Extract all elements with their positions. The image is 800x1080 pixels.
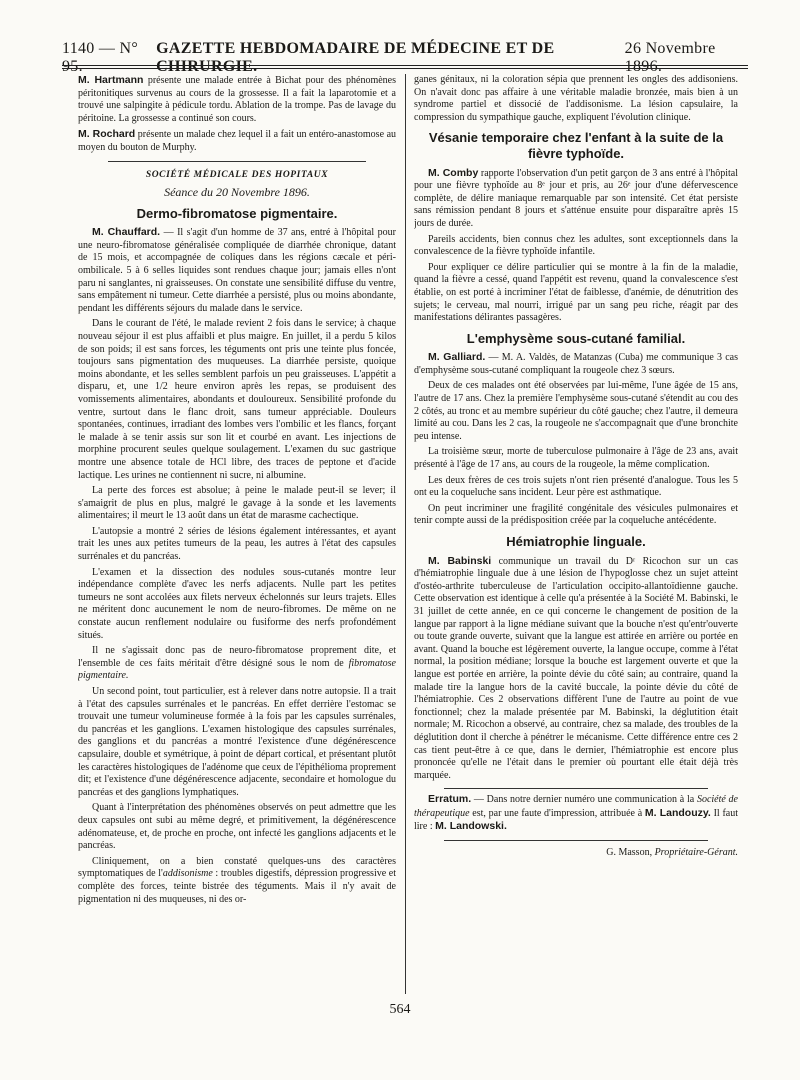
- paragraph: Pour expliquer ce délire particulier qui se montre à la fin de la maladie, quand la fièvre a cessé, quand l'appétit est revenu, quand la convalescence s'est établie, on est porté à incriminer l'état de faiblesse, d'anémie, de dénutrition des sujets; le cerveau, mal nourri, irrigué par un sang peu riche, réagit par des manifestations délirantes passagères.: [414, 261, 738, 324]
- emphasis: addisonisme: [162, 868, 213, 880]
- paragraph-text: présente un malade chez lequel il a fait un entéro-anastomose au moyen du bouton de Murphy.: [78, 129, 396, 153]
- paragraph: Deux de ces malades ont été observées par lui-même, l'une âgée de 15 ans, l'autre de 17 ans. Chez la première l'emphysème sous-cutané s'étendit au cou des 2 côtés, au tronc et au membre supérieur du côté gauche; chez l'autre, il demeura limité au cou. Dans les 2 cas, la rougeole ne s'accompagnait que d'une bronchite peu intense.: [414, 380, 738, 442]
- speaker-name: M. Chauffard.: [92, 226, 161, 239]
- paragraph-text: est, par une faute d'impression, attribuée à: [469, 807, 645, 819]
- paragraph: [78, 74, 396, 125]
- paragraph: ganes génitaux, ni la coloration sépia que prennent les ongles des addisoniens. On n'avait donc pas affaire à une véritable maladie bronzée, mais bien à un syndrome partiel et dissocié de l'addisonisme. La lésion capsulaire, la compression du sympathique gauche, expliquent l'évolution clinique.: [414, 74, 738, 123]
- journal-title: GAZETTE HEBDOMADAIRE DE MÉDECINE ET DE CHIRURGIE.: [156, 40, 555, 75]
- section-heading: L'emphysème sous-cutané familial.: [466, 330, 686, 346]
- speaker-name: M. Comby: [428, 166, 479, 179]
- signature: [414, 847, 738, 860]
- paragraph: L'autopsie a montré 2 séries de lésions également intéressantes, et ayant trait les unes aux petites tumeurs de la peau, les autres à l'état des capsules surrénales et du pancréas.: [78, 525, 396, 563]
- right-column: [414, 74, 738, 994]
- signature-name: G. Masson,: [606, 847, 653, 859]
- speaker-name: M. Hartmann: [78, 74, 144, 86]
- emphasis: fibromatose pigmentaire.: [78, 657, 396, 682]
- session-date: Séance du 20 Novembre 1896.: [164, 184, 310, 199]
- paragraph: Les deux frères de ces trois sujets n'ont rien présenté d'analogue. Tous les 5 ont eu la coqueluche sans incident. Leur père est asthmatique.: [414, 474, 738, 499]
- speaker-name: M. Landouzy.: [644, 806, 711, 819]
- erratum: [414, 793, 738, 834]
- paragraph: La perte des forces est absolue; à peine le malade peut-il se lever; il s'amaigrit de plus en plus, malgré le gavage à la sonde et les lavements alimentaires; il meurt le 13 août dans un état de marasme cachectique.: [78, 485, 396, 522]
- paragraph: La troisième sœur, morte de tuberculose pulmonaire à l'âge de 23 ans, avait présenté à l'âge de 17 ans, au cours de la rougeole, la même complication.: [414, 446, 738, 471]
- paragraph-text: Il ne s'agissait donc pas de neuro-fibromatose proprement dite, et l'ensemble de ces faits méritait d'être désigné sous le nom de: [78, 645, 396, 669]
- header-rule-thin: [62, 68, 748, 69]
- column-rule: [405, 74, 406, 994]
- section-heading: Vésanie temporaire chez l'enfant à la suite de la fièvre typhoïde.: [428, 130, 724, 161]
- paragraph-text: : troubles digestifs, dépression progressive et complète des forces, teinte bistrée des téguments. Mais il n'y avait de pigmentation ni des muqueuses, ni des or-: [78, 868, 396, 905]
- paragraph-text: rapporte l'observation d'un petit garçon de 3 ans entré à l'hôpital pour une fièvre typhoïde au 8ᵉ jour et pris, au 26ᵉ jour d'une défervescence complète, de délire maniaque remarquable par son intensité. Cet état persiste sans rémission pendant 8 jours et s'atténue ensuite pour disparaître après 15 jours de durée.: [414, 167, 738, 229]
- paragraph-text: communique un travail du Dʳ Ricochon sur un cas d'hémiatrophie linguale due à une lésion de l'hypoglosse chez un sujet atteint d'ostéo-arthrite tuberculeuse de l'articulation occipito-allantoïdienne gauche. Cette observation est identique à celle qu'a présentée à la Société M. Babinski, le 31 juillet de cette année, en ce qui concerne le changement de position de la langue par rapport à la ligne médiane suivant que la bouche n'est qu'entr'ouverte ou toute grande ouverte, suivant que la langue est attirée en arrière ou portée en avant. Quand la bouche est légèrement ouverte, la langue occupe, comme à l'état normal, la position médiane; lorsque la bouche est largement ouverte et que la langue est portée en arrière, la pointe dévie du côté sain; au contraire, quand la malade tire la langue hors de la cavité buccale, la pointe dévie du côté de l'hémiatrophie. Ces 2 observations diffèrent l'une de l'autre au point de vue fonctionnel; chez la malade présentée par M. Babinski, la déglutition était normale; M. Ricochon a observé, au contraire, chez sa malade, des troubles de la déglutition dont il cherche à pénétrer le mécanisme. Cette différence entre ces 2 cas tient peut-être à ce que, dans le dernier, l'hémiatrophie est encore plus prononcée qu'elle ne l'était dans le premier où pourtant elle était déjà très marquée.: [414, 555, 738, 781]
- speaker-name: M. Galliard.: [428, 351, 486, 364]
- paragraph-text: — Il s'agit d'un homme de 37 ans, entré à l'hôpital pour une neuro-fibromatose généralisée compliquée de diarrhée chronique, datant de 15 mois, et accompagnée de coliques dans les régions cæcale et péri-ombilicale. 5 à 6 selles liquides sont rendues chaque jour; jamais elles n'ont paru ni sanglantes, ni graisseuses. On constate une sensibilité diffuse du ventre, sans empâtement ni tumeur. Cette diarrhée a persisté, plus ou moins abondante, pendant les différents séjours du malade dans le service.: [78, 227, 396, 314]
- header-date: 26 Novembre 1896.: [624, 40, 716, 75]
- paragraph: [414, 351, 738, 377]
- paragraph-text: — Dans notre dernier numéro une communication à la: [471, 794, 697, 806]
- page-number: 564: [389, 1002, 411, 1017]
- paragraph: [414, 167, 738, 231]
- paragraph: Dans le courant de l'été, le malade revient 2 fois dans le service; à chaque nouveau séjour il est plus affaibli et plus maigre. En juillet, il a perdu 5 kilos de son poids; il est sans forces, les téguments ont pris une teinte plus foncée, toujours sans pigmentation des muqueuses. La diarrhée persiste, quoique moins abondante, et les selles semblent parfois un peu graisseuses. L'appétit a disparu, et, une 1/2 heure environ après les repas, se produisent des vomissements alimentaires, abondants et douloureux. Sensibilité profonde du ventre, surtout dans le flanc droit, sans tumeur appréciable. Douleurs spontanées, continues, irradiant des lombes vers l'ombilic et les flancs, forçant le malade à se tenir assis sur son lit et courbé en avant. Les injections de morphine procurent seules quelque soulagement. L'examen du suc gastrique montre une absence totale de HCl libre, des traces de peptone et d'acide lactique. Les urines ne contiennent ni sucre, ni albumine.: [78, 318, 396, 481]
- society-heading: SOCIÉTÉ MÉDICALE DES HOPITAUX: [145, 169, 329, 180]
- paragraph: Un second point, tout particulier, est à relever dans notre autopsie. Il a trait à l'état des capsules surrénales et le pancréas. En effet derrière l'estomac se trouvait une tumeur volumineuse formée à la fois par les capsules surrénales, du pancréas et les ganglions. L'examen histologique des capsules surrénales, des ganglions et du pancréas a montré l'existence d'une dégénérescence capsulaire, double et symétrique, à point de départ cortical, et présentant plutôt les caractères histologiques de l'adénome que ceux de l'épithélioma proprement dit; et l'existence d'une dégénérescence adjacente, secondaire et homologue du pancréas et des ganglions lymphatiques.: [78, 686, 396, 798]
- section-divider: [108, 161, 366, 162]
- paragraph: Quant à l'interprétation des phénomènes observés on peut admettre que les deux capsules ont subi au même degré, et primitivement, la dégénérescence adénomateuse, et, de proche en proche, ont infecté les ganglions adjacents et le pancréas.: [78, 802, 396, 852]
- speaker-name: M. Babinski: [428, 554, 492, 567]
- header-page: 1140 — N° 95.: [62, 40, 139, 75]
- paragraph: [414, 555, 738, 783]
- paragraph: L'examen et la dissection des nodules sous-cutanés montre leur indépendance complète d'avec les nerfs adjacents. Nulle part les petites tumeurs ne sont accolées aux filets nerveux échelonnés sur leurs trajets. Elles ne méritent donc aucunement le nom de neuro-fibromes. De même on ne constate aucun renflement nodulaire ou fusiforme des nerfs profondément situés.: [78, 566, 396, 641]
- paragraph-text: Cliniquement, on a bien constaté quelques-uns des caractères symptomatiques de l': [78, 855, 396, 880]
- section-heading: Hémiatrophie linguale.: [506, 534, 646, 549]
- paragraph: [78, 645, 396, 683]
- speaker-name: M. Rochard: [78, 128, 136, 141]
- paragraph-text: Il faut lire :: [414, 807, 738, 833]
- paragraph: Pareils accidents, bien connus chez les adultes, sont exceptionnels dans la convalescence de la fièvre typhoïde infantile.: [414, 233, 738, 258]
- signature-role: Propriétaire-Gérant.: [654, 847, 738, 859]
- section-heading: Dermo-fibromatose pigmentaire.: [136, 205, 338, 221]
- section-divider: [444, 788, 708, 789]
- section-divider: [444, 840, 708, 841]
- running-header: [62, 40, 748, 75]
- paragraph: [78, 856, 396, 906]
- paragraph-text: présente une malade entrée à Bichat pour des phénomènes péritonitiques survenus au cours de la grossesse. Il a fait la laparotomie et a trouvé une salpingite à pédicule tordu. Ablation de la trompe. Pas de lavage du péritoine. La grossesse a continué son cours.: [78, 75, 396, 124]
- paragraph: [78, 128, 396, 154]
- paragraph: On peut incriminer une fragilité congénitale des vésicules pulmonaires et tenir compte aussi de la prédisposition créée par la coqueluche antécédente.: [414, 502, 738, 527]
- paragraph: [78, 226, 396, 315]
- speaker-name: M. Landowski.: [435, 820, 507, 833]
- left-column: [78, 74, 396, 994]
- paragraph-text: — M. A. Valdès, de Matanzas (Cuba) me communique 3 cas d'emphysème sous-cutané compliquant la rougeole chez 3 sœurs.: [414, 352, 738, 376]
- emphasis: Société de thérapeutique: [414, 794, 738, 819]
- erratum-label: Erratum.: [428, 793, 472, 806]
- header-rule: [62, 65, 748, 66]
